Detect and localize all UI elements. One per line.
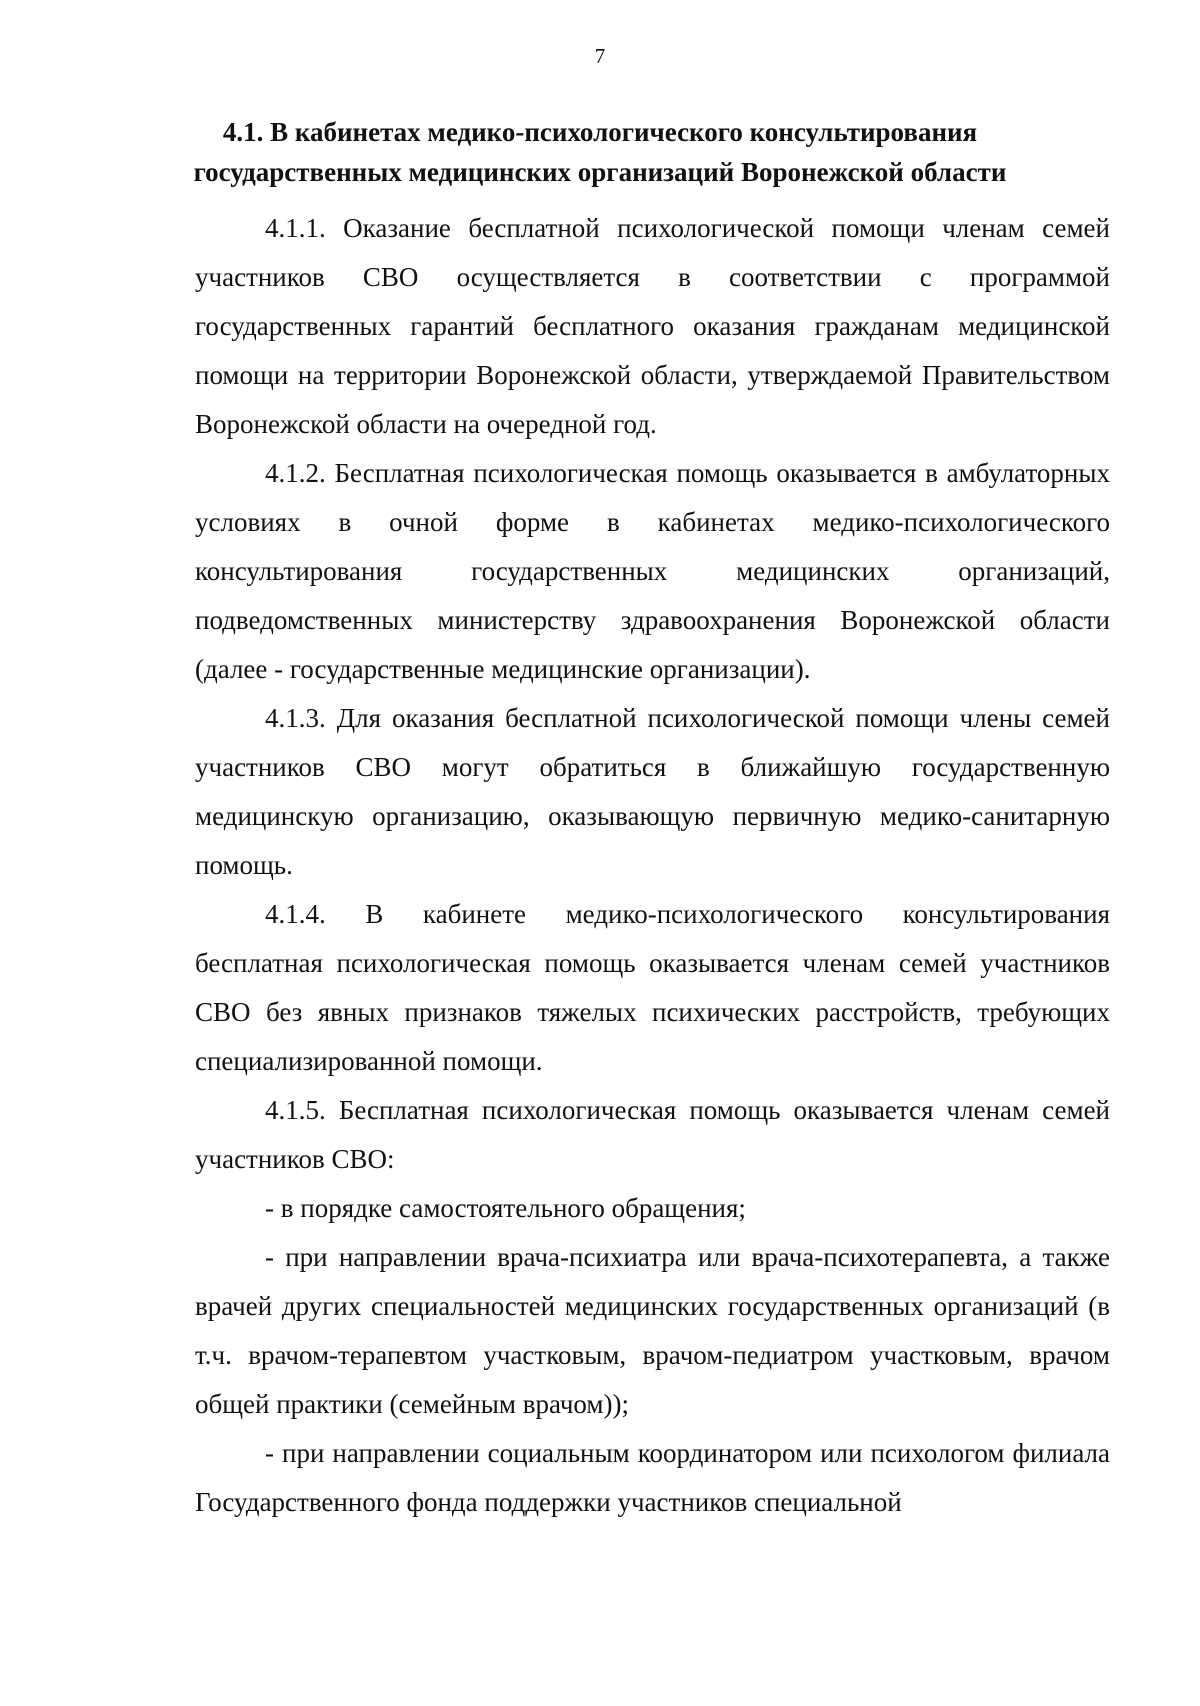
paragraph-4-1-1: 4.1.1. Оказание бесплатной психологической помощи членам семей участников СВО осуществляется в соответствии с программой государственных гарантий бесплатного оказания гражданам медицинской помощи на территории Воронежской области, утверждаемой Правительством Воронежской области на очередной год. (195, 213, 1110, 439)
section-heading (150, 112, 1050, 192)
section-heading-line-1: 4.1. В кабинетах медико-психологического консультирования (222, 117, 978, 147)
list-item-fund-referral: - при направлении социальным координатором или психологом филиала Государственного фонда поддержки участников специальной (195, 1438, 1110, 1517)
list-item-self-referral: - в порядке самостоятельного обращения; (265, 1193, 746, 1223)
document-body (195, 204, 1110, 1527)
list-item-doctor-referral: - при направлении врача-психиатра или врача-психотерапевта, а также врачей других специальностей медицинских государственных организаций (в т.ч. врачом-терапевтом участковым, врачом-педиатром участковым, врачом общей практики (семейным врачом)); (195, 1242, 1110, 1419)
paragraph-4-1-2: 4.1.2. Бесплатная психологическая помощь оказывается в амбулаторных условиях в очной форме в кабинетах медико-психологического консультирования государственных медицинских организаций, подведомственных министерству здравоохранения Воронежской области (далее - государственные медицинские организации). (195, 458, 1110, 684)
paragraph-4-1-5: 4.1.5. Бесплатная психологическая помощь оказывается членам семей участников СВО: (195, 1095, 1110, 1174)
paragraph-4-1-4: 4.1.4. В кабинете медико-психологического консультирования бесплатная психологическая помощь оказывается членам семей участников СВО без явных признаков тяжелых психических расстройств, требующих специализированной помощи. (195, 899, 1110, 1076)
section-heading-line-2: государственных медицинских организаций Воронежской области (193, 157, 1007, 187)
paragraph-4-1-3: 4.1.3. Для оказания бесплатной психологической помощи члены семей участников СВО могут обратиться в ближайшую государственную медицинскую организацию, оказывающую первичную медико-санитарную помощь. (195, 703, 1110, 880)
page-number: 7 (594, 44, 606, 68)
